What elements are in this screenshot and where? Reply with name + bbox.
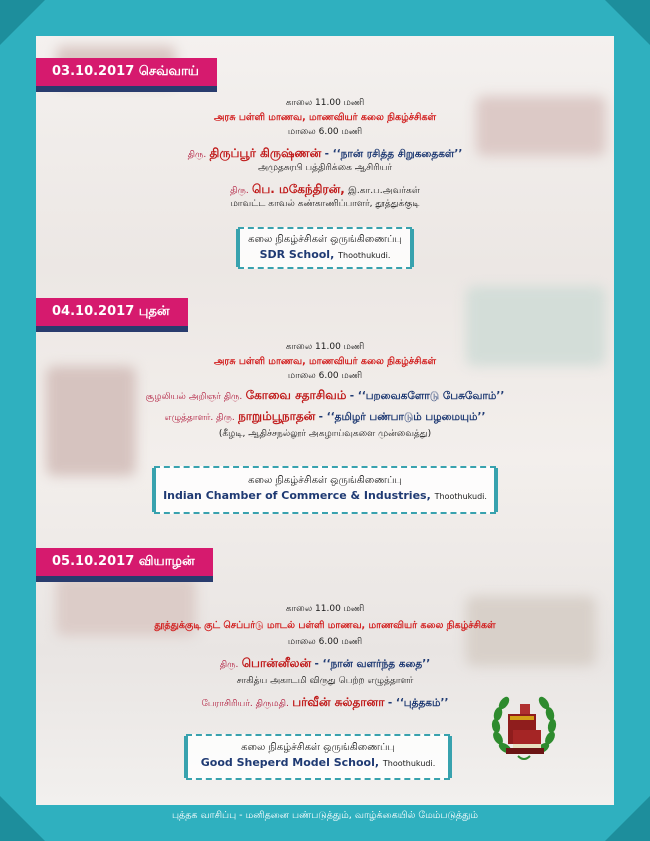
talk-title: - ‘‘நான் வளர்ந்த கதை’’ bbox=[314, 658, 431, 670]
evening-time: மாலை 6.00 மணி bbox=[287, 637, 363, 647]
footer-tagline: புத்தக வாசிப்பு - மனிதனை பண்படுத்தும், வாழ்க்கையில் மேம்படுத்தும் bbox=[171, 810, 479, 821]
speaker-prefix: எழுத்தாளர். திரு. bbox=[164, 413, 235, 423]
speaker-role: சாகித்ய அகாடமி விருது பெற்ற எழுத்தாளர் bbox=[236, 676, 414, 686]
speaker-line bbox=[36, 182, 614, 198]
box-title: கலை நிகழ்ச்சிகள் ஒருங்கிணைப்பு bbox=[248, 475, 402, 486]
morning-event: அரசு பள்ளி மாணவ, மாணவியர் கலை நிகழ்ச்சிகள் bbox=[213, 356, 437, 367]
morning-event: தூத்துக்குடி குட் செப்பர்டு மாடல் பள்ளி மாணவ, மாணவியர் கலை நிகழ்ச்சிகள் bbox=[154, 620, 496, 631]
evening-time: மாலை 6.00 மணி bbox=[287, 127, 363, 137]
morning-event: அரசு பள்ளி மாணவ, மாணவியர் கலை நிகழ்ச்சிகள் bbox=[213, 112, 437, 123]
date-tab-day3: 05.10.2017 வியாழன் bbox=[36, 548, 213, 576]
speaker-line bbox=[36, 409, 614, 425]
speaker-prefix: திரு. bbox=[219, 660, 239, 670]
speaker-name: நாறும்பூநாதன் bbox=[238, 409, 316, 423]
talk-note: (கீழடி, ஆதிச்சநல்லூர் அகழாய்வுகளை முன்வைத்து) bbox=[218, 429, 432, 439]
talk-title: - ‘‘புத்தகம்’’ bbox=[387, 697, 449, 709]
morning-time: காலை 11.00 மணி bbox=[285, 342, 365, 352]
talk-title: - ‘‘நான் ரசித்த சிறுகதைகள்’’ bbox=[324, 148, 463, 160]
day1-schedule bbox=[36, 98, 614, 210]
speaker-name: பர்வீன் சுல்தானா bbox=[292, 695, 385, 709]
box-title: கலை நிகழ்ச்சிகள் ஒருங்கிணைப்பு bbox=[241, 742, 395, 753]
org-name: SDR School, bbox=[259, 248, 335, 261]
org-city: Thoothukudi. bbox=[382, 759, 436, 768]
coordinator-box bbox=[186, 734, 450, 780]
morning-time: காலை 11.00 மணி bbox=[285, 98, 365, 108]
date-tab-day1: 03.10.2017 செவ்வாய் bbox=[36, 58, 217, 86]
speaker-name: பொன்னீலன் bbox=[241, 656, 312, 670]
org-name: Good Sheperd Model School, bbox=[200, 756, 380, 769]
box-org-line bbox=[156, 489, 494, 502]
talk-title: - ‘‘பறவைகளோடு பேசுவோம்’’ bbox=[349, 390, 505, 402]
books-icon bbox=[506, 704, 544, 754]
speaker-line bbox=[36, 388, 614, 404]
speaker-prefix: திரு. bbox=[187, 150, 207, 160]
speaker-name: திருப்பூர் கிருஷ்ணன் bbox=[209, 146, 322, 160]
org-city: Thoothukudi. bbox=[338, 251, 391, 260]
speaker-prefix: திரு. bbox=[230, 186, 249, 196]
speaker-suffix: இ.கா.ப.அவர்கள் bbox=[348, 186, 420, 196]
speaker-line bbox=[36, 656, 614, 672]
morning-time: காலை 11.00 மணி bbox=[285, 604, 365, 614]
box-title: கலை நிகழ்ச்சிகள் ஒருங்கிணைப்பு bbox=[248, 234, 402, 245]
box-org-line bbox=[188, 756, 448, 769]
speaker-name: கோவை சதாசிவம் bbox=[245, 388, 347, 402]
talk-title: - ‘‘தமிழர் பண்பாடும் பழமையும்’’ bbox=[318, 411, 486, 423]
speaker-name: பெ. மகேந்திரன், bbox=[252, 182, 345, 196]
speaker-line bbox=[36, 146, 614, 162]
speaker-role: அமுதசுரபி பத்திரிக்கை ஆசிரியர் bbox=[257, 163, 393, 173]
org-name: Indian Chamber of Commerce & Industries, bbox=[163, 489, 431, 502]
date-tab-day2: 04.10.2017 புதன் bbox=[36, 298, 188, 326]
speaker-prefix: சூழலியல் அறிஞர் திரு. bbox=[145, 392, 243, 402]
coordinator-box bbox=[154, 466, 496, 514]
org-city: Thoothukudi. bbox=[434, 492, 487, 501]
box-org-line bbox=[240, 248, 410, 261]
speaker-prefix: பேராசிரியர். திருமதி. bbox=[201, 699, 289, 709]
day2-schedule bbox=[36, 342, 614, 440]
coordinator-box bbox=[238, 227, 412, 269]
evening-time: மாலை 6.00 மணி bbox=[287, 371, 363, 381]
speaker-role: மாவட்ட காவல் கண்காணிப்பாளர், தூத்துக்குடி bbox=[230, 199, 420, 209]
laurel-book-emblem bbox=[488, 686, 560, 766]
